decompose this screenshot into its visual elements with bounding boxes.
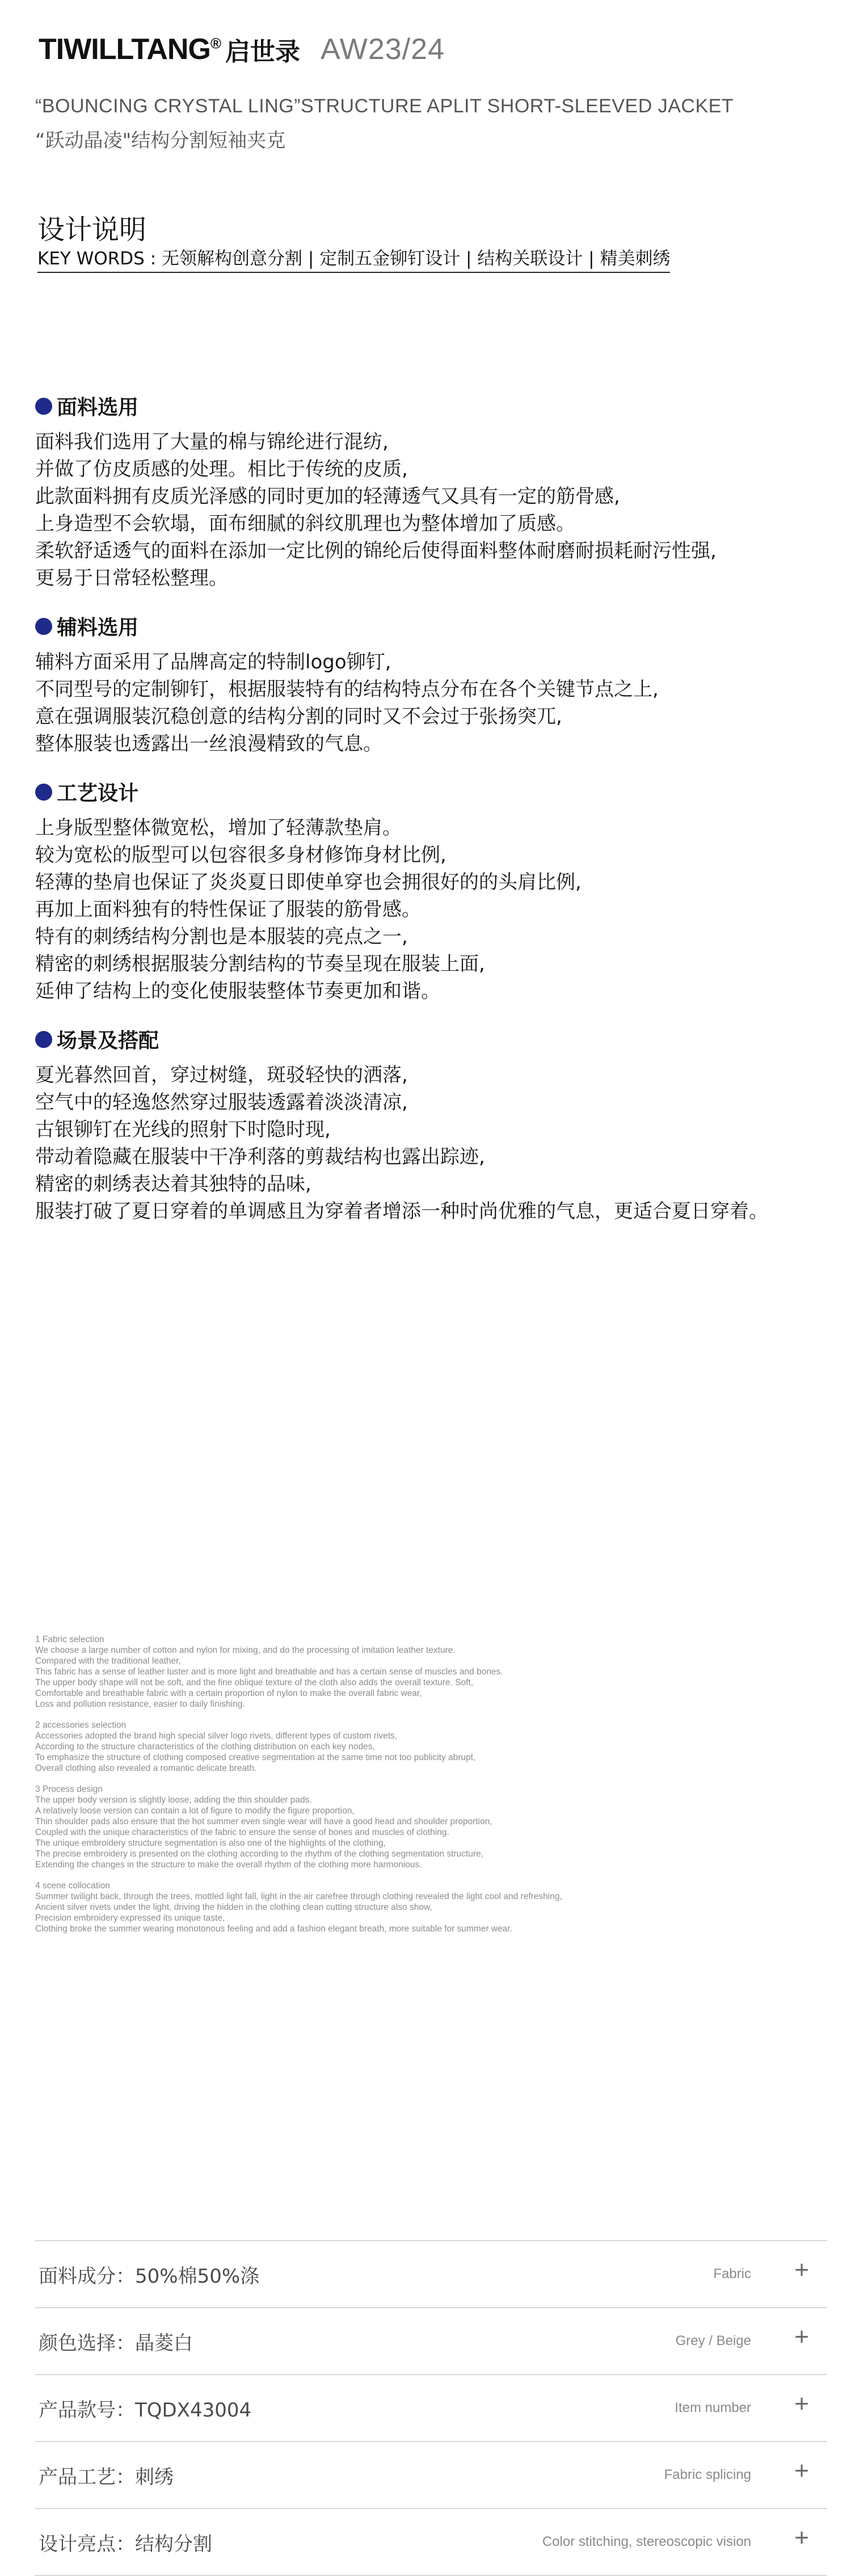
english-note-line: We choose a large number of cotton and nylon for mixing, and do the processing of imitation leather texture.: [35, 1645, 456, 1655]
section-line: 意在强调服装沉稳创意的结构分割的同时又不会过于张扬突兀,: [35, 705, 562, 728]
english-note-line: Extending the changes in the structure to make the overall rhythm of the clothing more harmonious.: [35, 1860, 422, 1870]
section-scene: [35, 1025, 768, 1225]
spec-row-process[interactable]: [35, 2441, 827, 2508]
spec-row-item-number[interactable]: [35, 2374, 827, 2441]
spec-label: 面料成分：50%棉50%涤: [39, 2265, 260, 2288]
spec-row-color[interactable]: [35, 2307, 827, 2374]
brand-name-cn: 启世录: [225, 37, 301, 66]
english-note-line: The upper body version is slightly loose, adding the thin shoulder pads.: [35, 1795, 312, 1805]
product-spec-list: [35, 2240, 827, 2576]
english-note-line: Accessories adopted the brand high special silver logo rivets, different types of custom rivets,: [35, 1731, 398, 1741]
section-line: 古银铆钉在光线的照射下时隐时现,: [35, 1118, 331, 1141]
spec-label: 颜色选择：晶菱白: [39, 2332, 193, 2355]
keywords-line: KEY WORDS : 无领解构创意分割 | 定制五金铆钉设计 | 结构关联设计 | 精美刺绣: [37, 244, 670, 273]
plus-icon[interactable]: +: [794, 2524, 809, 2552]
section-process: [35, 777, 582, 1005]
english-note-group: [35, 1784, 716, 1870]
section-line: 面料我们选用了大量的棉与锦纶进行混纺,: [35, 431, 389, 453]
section-line: 不同型号的定制铆钉，根据服装特有的结构特点分布在各个关键节点之上,: [35, 678, 659, 701]
section-line: 较为宽松的版型可以包容很多身材修饰身材比例,: [35, 844, 446, 866]
section-line: 上身版型整体微宽松，增加了轻薄款垫肩。: [35, 816, 402, 839]
english-note-line: To emphasize the structure of clothing composed creative segmentation at the same time not too publicity abrupt,: [35, 1753, 476, 1762]
section-line: 精密的刺绣根据服装分割结构的节奏呈现在服装上面,: [35, 953, 485, 975]
section-line: 并做了仿皮质感的处理。相比于传统的皮质,: [35, 458, 408, 481]
english-note-line: Summer twilight back, through the trees, mottled light fall, light in the air carefree through clothing revealed the light cool and refreshing,: [35, 1892, 562, 1901]
english-note-line: A relatively loose version can contain a lot of figure to modify the figure proportion,: [35, 1806, 355, 1816]
spec-hint: Item number: [675, 2400, 751, 2415]
spec-label: 设计亮点：结构分割: [39, 2533, 212, 2556]
english-note-group: [35, 1634, 716, 1710]
section-line: 特有的刺绣结构分割也是本服装的亮点之一,: [35, 925, 408, 948]
brand-header: [39, 31, 445, 68]
english-note-line: Ancient silver rivets under the light, driving the hidden in the clothing clean cutting structure also show,: [35, 1902, 432, 1912]
english-note-line: Overall clothing also revealed a romantic delicate breath.: [35, 1763, 257, 1773]
english-note-line: This fabric has a sense of leather luster and is more light and breathable and has a certain sense of muscles and bones.: [35, 1667, 503, 1677]
spec-hint: Fabric splicing: [664, 2467, 751, 2482]
plus-icon[interactable]: +: [794, 2457, 809, 2485]
spec-hint: Fabric: [713, 2266, 751, 2282]
spec-row-fabric[interactable]: [35, 2240, 827, 2307]
english-note-line: 4 scene collocation: [35, 1881, 110, 1891]
section-title: 场景及搭配: [57, 1029, 159, 1053]
section-heading: [35, 612, 659, 641]
spec-hint: Color stitching, stereoscopic vision: [542, 2534, 751, 2549]
english-note-line: The upper body shape will not be soft, and the fine oblique texture of the cloth also adds the overall texture. Soft,: [35, 1678, 474, 1687]
section-line: 再加上面料独有的特性保证了服装的筋骨感。: [35, 898, 421, 921]
section-heading: [35, 1025, 768, 1054]
design-notes-title: 设计说明: [37, 214, 147, 246]
english-note-line: Thin shoulder pads also ensure that the hot summer even single wear will have a good head and shoulder proportion,: [35, 1817, 492, 1826]
section-line: 整体服装也透露出一丝浪漫精致的气息。: [35, 733, 382, 755]
section-line: 夏光暮然回首，穿过树缝，斑驳轻快的洒落,: [35, 1064, 408, 1087]
section-heading: [35, 777, 582, 806]
section-title: 工艺设计: [57, 782, 139, 805]
bullet-dot-icon: [35, 618, 52, 635]
registered-mark: ®: [210, 35, 221, 52]
section-line: 轻薄的垫肩也保证了炎炎夏日即使单穿也会拥很好的的头肩比例,: [35, 871, 582, 894]
english-note-line: Clothing broke the summer wearing monotonous feeling and add a fashion elegant breath, more suitable for summer wear.: [35, 1924, 512, 1934]
spec-label: 产品款号：TQDX43004: [39, 2399, 252, 2422]
section-heading: [35, 392, 717, 420]
section-line: 带动着隐藏在服装中干净利落的剪裁结构也露出踪迹,: [35, 1146, 485, 1168]
english-note-line: Comfortable and breathable fabric with a certain proportion of nylon to make the overall fabric wear,: [35, 1689, 422, 1698]
section-line: 辅料方面采用了品牌高定的特制logo铆钉,: [35, 651, 391, 674]
section-line: 上身造型不会软塌，面布细腻的斜纹肌理也为整体增加了质感。: [35, 512, 575, 535]
english-note-line: Loss and pollution resistance, easier to daily finishing.: [35, 1699, 245, 1709]
plus-icon[interactable]: +: [794, 2256, 809, 2284]
english-note-line: The precise embroidery is presented on the clothing according to the rhythm of the clothing segmentation structure,: [35, 1849, 484, 1859]
bullet-dot-icon: [35, 398, 52, 415]
bullet-dot-icon: [35, 1031, 52, 1048]
section-fabric: [35, 392, 717, 592]
brand-logo: [39, 32, 221, 66]
section-title: 辅料选用: [57, 616, 139, 639]
english-note-line: Precision embroidery expressed its unique taste,: [35, 1913, 225, 1923]
section-line: 精密的刺绣表达着其独特的品味,: [35, 1173, 311, 1196]
english-note-line: The unique embroidery structure segmentation is also one of the highlights of the clothing,: [35, 1838, 386, 1848]
english-note-line: Coupled with the unique characteristics of the fabric to ensure the sense of bones and muscles of clothing.: [35, 1828, 449, 1837]
english-note-line: Compared with the traditional leather,: [35, 1656, 181, 1666]
section-line: 此款面料拥有皮质光泽感的同时更加的轻薄透气又具有一定的筋骨感,: [35, 485, 620, 508]
section-line: 柔软舒适透气的面料在添加一定比例的锦纶后使得面料整体耐磨耐损耗耐污性强,: [35, 540, 717, 562]
english-note-group: [35, 1720, 716, 1774]
product-title-cn: “跃动晶凌"结构分割短袖夹克: [35, 129, 286, 152]
english-notes: [35, 1634, 716, 1944]
spec-label: 产品工艺：刺绣: [39, 2466, 174, 2489]
section-line: 更易于日常轻松整理。: [35, 567, 228, 590]
section-line: 延伸了结构上的变化使服装整体节奏更加和谐。: [35, 980, 440, 1003]
section-line: 服装打破了夏日穿着的单调感且为穿着者增添一种时尚优雅的气息，更适合夏日穿着。: [35, 1200, 768, 1223]
english-note-line: 3 Process design: [35, 1784, 103, 1794]
brand-name: TIWILLTANG: [39, 33, 210, 66]
plus-icon[interactable]: +: [794, 2323, 809, 2351]
season-label: AW23/24: [321, 33, 445, 66]
spec-hint: Grey / Beige: [675, 2333, 751, 2348]
english-note-line: 1 Fabric selection: [35, 1635, 104, 1644]
section-title: 面料选用: [57, 396, 139, 419]
bullet-dot-icon: [35, 784, 52, 801]
english-note-line: 2 accessories selection: [35, 1720, 127, 1730]
product-title-en: “BOUNCING CRYSTAL LING”STRUCTURE APLIT SHORT-SLEEVED JACKET: [35, 95, 734, 117]
section-line: 空气中的轻逸悠然穿过服装透露着淡淡清凉,: [35, 1091, 408, 1114]
spec-row-highlight[interactable]: [35, 2508, 827, 2576]
english-note-group: [35, 1880, 716, 1934]
plus-icon[interactable]: +: [794, 2390, 809, 2418]
english-note-line: According to the structure characteristics of the clothing distribution on each key nodes,: [35, 1742, 375, 1752]
section-accessories: [35, 612, 659, 757]
